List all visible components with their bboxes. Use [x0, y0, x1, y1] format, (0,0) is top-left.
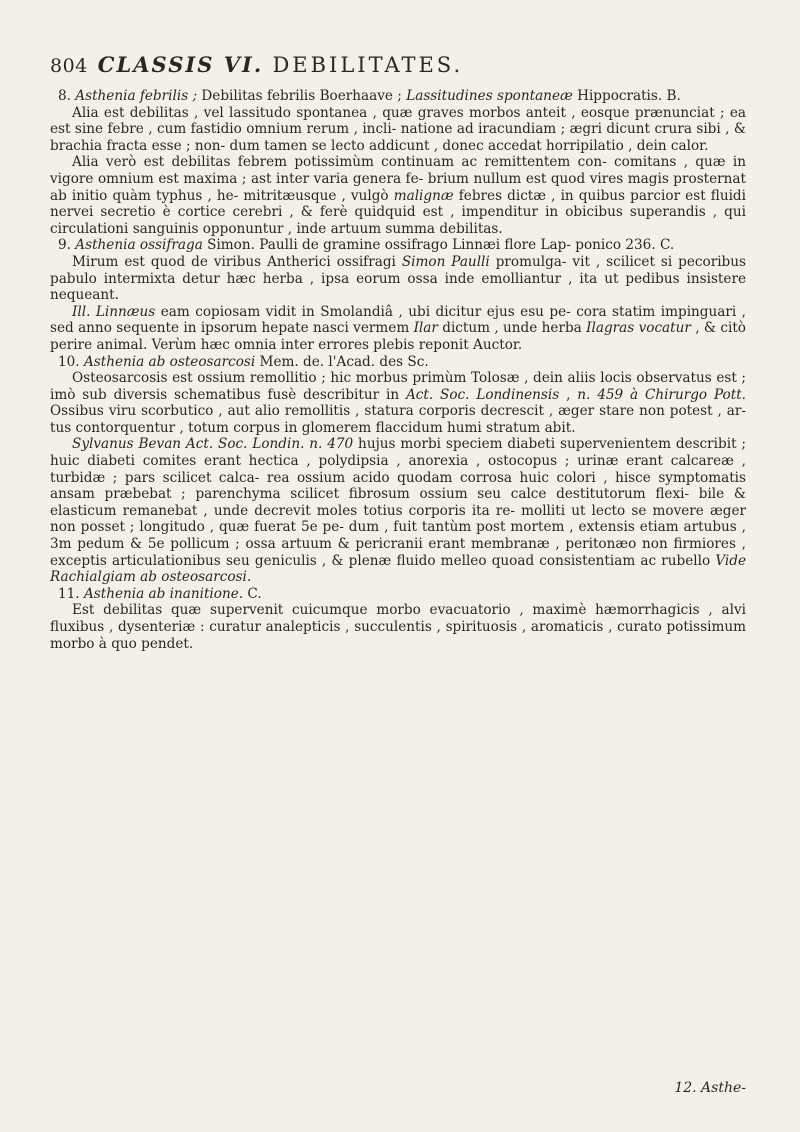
text-run: 9.	[58, 237, 76, 254]
running-title-rest: DEBILITATES.	[272, 53, 464, 77]
running-title	[98, 52, 463, 77]
text-run: Osteosarcosis est ossium remollitio ; hic morbus primùm Tolosæ , dein aliis locis observatus est ; imò sub diversis schematibus fusè describitur in	[50, 370, 746, 403]
text-run: hujus morbi speciem diabeti supervenientem describit ; huic diabeti comites erant hectica , polydipsia , anorexia , ostocopus ; urinæ erant calcareæ , turbidæ ; pars scilicet calca- rea ossium acido quodam corrosa huic colori , hisce symptomatis ansam præbebat ; parenchyma scilicet fibrosum ossium seu calce destitutorum flexi- bile & elasticum remanebat , unde decrevit moles totius corporis ita re- molliti ut lecto se movere æger non posset ; longitudo , quæ fuerat 5e pe- dum , fuit tantùm post mortem , extensis etiam artubus , 3m pedum & 5e pollicum ; ossa artuum & pericranii erant membranæ , peritonæo non firmiores , exceptis articulationibus seu geniculis , & plenæ fluido melleo quoad consistentiam ac rubello	[50, 436, 746, 569]
text-run: C.	[243, 585, 262, 602]
paragraph	[50, 154, 746, 237]
text-run: Alia est debilitas , vel lassitudo spontanea , quæ graves morbos anteit , eosque prænunciat ; ea est sine febre , cum fastidio omnium rerum , incli- natione ad iracundiam ; ægri dicunt crura sibi , & brachia fracta esse ; non- dum tamen se lecto addicunt , donec accedat horripilatio , dein calor.	[50, 104, 746, 154]
body-text	[50, 88, 746, 652]
paragraph	[50, 354, 746, 371]
text-run: malignæ	[393, 187, 454, 204]
text-run: Sylvanus Bevan Act. Soc. Londin. n. 470	[72, 436, 354, 453]
page-number: 804	[50, 55, 88, 77]
text-run: 11.	[58, 585, 84, 602]
paragraph	[50, 304, 746, 354]
text-run: Mem. de. l'Acad. des Sc.	[255, 353, 429, 370]
text-run: Hippocratis. B.	[572, 88, 681, 104]
running-title-classis: CLASSIS VI.	[97, 52, 264, 77]
text-run: Alia verò est debilitas febrem potissimùm continuam ac remittentem con- comitans , quæ in vigore omnium est maxima ; ast inter varia genera fe- brium nullum est quod vires magis prosternat ab initio quàm typhus , he- mitritæusque , vulgò	[50, 154, 746, 204]
text-run: 10.	[58, 353, 84, 370]
text-run: Ossibus viru scorbutico , aut alio remollitis , statura corporis decrescit , æger stare non potest , ar- tus contorquentur , totum corpus in glomerem flaccidum humi stratum abit.	[50, 403, 746, 436]
text-run: , & citò perire animal. Verùm hæc omnia inter errores plebis reponit Auctor.	[50, 320, 746, 353]
text-run: Asthenia ab inanitione.	[83, 585, 244, 602]
paragraph	[50, 105, 746, 155]
text-run: Vide Rachialgiam ab osteosarcosi.	[50, 552, 746, 586]
text-run: Debilitas febrilis Boerhaave ;	[197, 88, 407, 104]
paragraph	[50, 370, 746, 436]
page-header	[50, 52, 746, 84]
text-run: ,	[559, 386, 578, 403]
text-run: Ilagras vocatur	[586, 320, 691, 337]
paragraph	[50, 254, 746, 304]
paragraph	[50, 88, 746, 105]
text-run: Simon Paulli	[401, 253, 490, 270]
text-run: promulga- vit , scilicet si pecoribus pabulo intermixta detur hæc herba , ipsa eorum ossa inde emolliantur , ita ut pedibus insistere nequeant.	[50, 253, 746, 304]
catchword: 12. Asthe-	[674, 1080, 746, 1096]
text-run: 8.	[58, 88, 76, 104]
text-run: Act. Soc. Londinensis	[405, 386, 560, 403]
paragraph	[50, 602, 746, 652]
paragraph	[50, 436, 746, 585]
paragraph	[50, 586, 746, 603]
text-run: Asthenia ossifraga	[75, 237, 203, 254]
text-run: Asthenia ab osteosarcosi	[83, 353, 256, 370]
text-run: Simon. Paulli de gramine ossifrago Linnæi flore Lap- ponico 236. C.	[202, 237, 675, 254]
text-run: Ilar	[413, 320, 438, 337]
paragraph	[50, 237, 746, 254]
text-run: Lassitudines spontaneæ	[406, 88, 573, 104]
text-run: n. 459 à Chirurgo Pott.	[577, 386, 746, 403]
text-run: Ill. Linnæus	[72, 303, 156, 320]
text-run: dictum , unde herba	[437, 320, 587, 337]
text-run: Est debilitas quæ supervenit cuicumque morbo evacuatorio , maximè hæmorrhagicis , alvi fluxibus , dysenteriæ : curatur analepticis , succulentis , spirituosis , aromaticis , curato potissimum morbo à quo pendet.	[50, 602, 746, 652]
text-run: Asthenia febrilis ;	[75, 88, 198, 104]
text-run: febres dictæ , in quibus parcior est fluidi nervei secretio è cortice cerebri , & ferè quidquid est , impenditur in obicibus superandis , qui circulationi sanguinis opponuntur , inde artuum summa debilitas.	[50, 187, 746, 237]
text-run: Mirum est quod de viribus Antherici ossifragi	[72, 253, 402, 270]
text-run: eam copiosam vidit in Smolandiâ , ubi dicitur ejus esu pe- cora statim impinguari , sed anno sequente in ipsorum hepate nasci vermem	[50, 303, 746, 337]
